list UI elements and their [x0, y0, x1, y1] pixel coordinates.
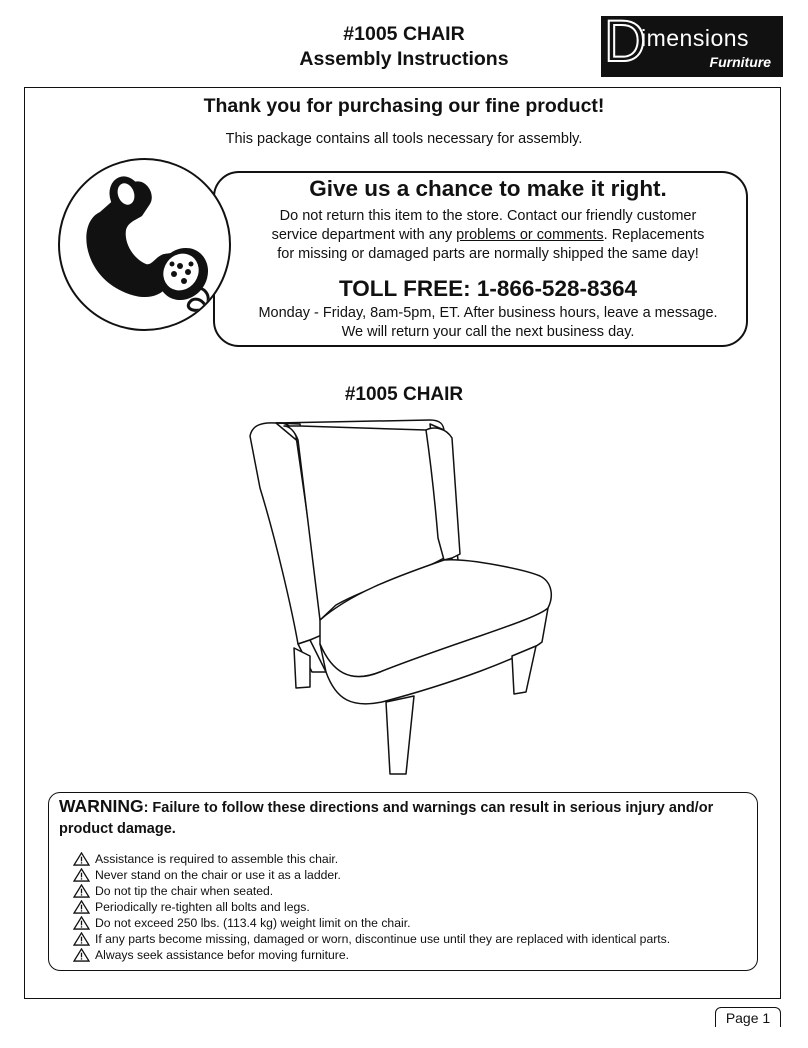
page-number: Page 1 [715, 1007, 781, 1027]
title-line-2: Assembly Instructions [299, 48, 509, 70]
help-line-1: Do not return this item to the store. Contact our friendly customer [279, 208, 697, 224]
warning-item [73, 915, 670, 931]
warning-heading [59, 796, 739, 840]
warning-item [73, 851, 670, 867]
help-line-3: for missing or damaged parts are normally shipped the same day! [277, 246, 699, 262]
warning-item-text: Do not exceed 250 lbs. (113.4 kg) weight limit on the chair. [95, 916, 411, 930]
warning-item [73, 947, 670, 963]
thank-you-heading: Thank you for purchasing our fine product! [203, 95, 605, 117]
warning-item [73, 867, 670, 883]
hours-line-2: We will return your call the next business day. [341, 324, 635, 340]
title-line-1: #1005 CHAIR [343, 23, 465, 45]
telephone-handset-icon [60, 160, 231, 331]
help-line-2-start: service department with any [271, 227, 457, 243]
warning-item [73, 883, 670, 899]
brand-logo [601, 9, 783, 77]
logo-subtitle: Furniture [709, 54, 771, 70]
toll-free-number: TOLL FREE: 1-866-528-8364 [338, 276, 638, 301]
warning-text: : Failure to follow these directions and warnings can result in serious injury and/or product damage. [59, 800, 714, 837]
chair-illustration [240, 410, 570, 782]
warning-item-text: If any parts become missing, damaged or worn, discontinue use until they are replaced with identical parts. [95, 932, 671, 946]
warning-list [73, 851, 670, 963]
warning-label: WARNING [59, 796, 144, 816]
help-line-2-end: . Replacements [603, 227, 705, 243]
warning-item [73, 899, 670, 915]
warning-triangle-icon [73, 948, 90, 962]
logo-letter: D [604, 9, 646, 74]
warning-triangle-icon [73, 852, 90, 866]
warning-item-text: Assistance is required to assemble this chair. [95, 852, 339, 866]
warning-triangle-icon [73, 884, 90, 898]
logo-wordmark: imensions [641, 25, 750, 51]
help-body [232, 207, 744, 264]
hours-line-1: Monday - Friday, 8am-5pm, ET. After business hours, leave a message. [258, 305, 718, 321]
warning-item-text: Always seek assistance befor moving furniture. [95, 948, 350, 962]
warning-item-text: Never stand on the chair or use it as a ladder. [95, 868, 341, 882]
warning-triangle-icon [73, 932, 90, 946]
package-note: This package contains all tools necessary for assembly. [225, 131, 583, 147]
help-line-2 [232, 226, 744, 245]
document-title [230, 22, 578, 72]
business-hours [230, 304, 746, 342]
help-heading: Give us a chance to make it right. [309, 176, 667, 201]
warning-item-text: Periodically re-tighten all bolts and legs. [95, 900, 310, 914]
warning-item-text: Do not tip the chair when seated. [95, 884, 274, 898]
problems-link[interactable]: problems or comments [456, 227, 604, 243]
chair-heading: #1005 CHAIR [344, 384, 464, 405]
phone-icon [58, 158, 231, 331]
warning-item [73, 931, 670, 947]
warning-triangle-icon [73, 916, 90, 930]
warning-triangle-icon [73, 868, 90, 882]
warning-triangle-icon [73, 900, 90, 914]
